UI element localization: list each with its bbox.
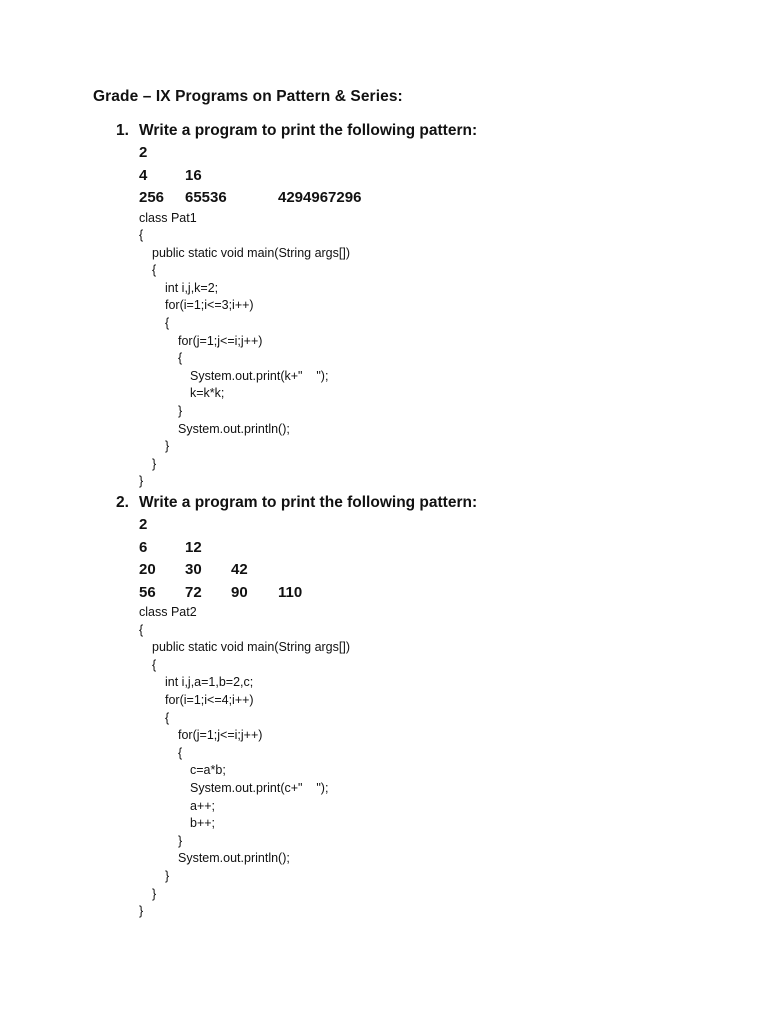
code-line: for(j=1;j<=i;j++) (178, 333, 263, 348)
code-line: { (165, 710, 170, 725)
pattern-cell: 20 (139, 561, 156, 578)
code-line: for(i=1;i<=4;i++) (165, 692, 254, 707)
code-line: } (152, 886, 157, 901)
pattern-row (139, 537, 716, 560)
question-2 (116, 492, 716, 921)
pattern-output (139, 514, 716, 604)
question-text: Write a program to print the following pattern: (139, 122, 478, 139)
pattern-cell: 16 (185, 166, 202, 184)
code-line: } (165, 439, 170, 454)
code-line: public static void main(String args[]) (152, 245, 350, 260)
code-line: k=k*k; (190, 386, 225, 401)
code-line: System.out.println(); (178, 851, 290, 866)
question-heading (116, 120, 716, 142)
code-line: } (139, 904, 144, 919)
code-line: class Pat1 (139, 210, 197, 225)
pattern-cell: 30 (185, 561, 202, 578)
code-line: System.out.print(k+" "); (190, 368, 329, 383)
pattern-cell: 2 (139, 516, 148, 533)
pattern-row (139, 142, 716, 165)
pattern-cell: 65536 (185, 189, 227, 206)
code-line: } (178, 404, 183, 419)
question-heading (116, 492, 716, 514)
code-line: { (139, 622, 144, 637)
pattern-cell: 72 (185, 583, 202, 601)
code-line: } (152, 456, 157, 471)
pattern-row (139, 187, 716, 210)
code-line: { (165, 316, 170, 331)
code-line: { (152, 657, 157, 672)
question-text: Write a program to print the following pattern: (139, 494, 478, 511)
code-line: for(j=1;j<=i;j++) (178, 728, 263, 743)
code-line: } (165, 868, 170, 883)
pattern-cell: 56 (139, 583, 156, 601)
code-line: a++; (190, 798, 216, 813)
pattern-cell: 2 (139, 144, 148, 161)
code-line: for(i=1;i<=3;i++) (165, 298, 254, 313)
pattern-cell: 4294967296 (278, 189, 362, 206)
pattern-cell: 110 (278, 583, 303, 601)
pattern-cell: 4 (139, 166, 148, 184)
code-block (139, 210, 716, 492)
question-number: 1. (116, 122, 129, 139)
pattern-cell: 42 (231, 561, 248, 578)
code-line: { (152, 263, 157, 278)
question-1 (116, 120, 716, 491)
document-title: Grade – IX Programs on Pattern & Series: (93, 88, 403, 105)
pattern-row (139, 165, 716, 188)
question-number: 2. (116, 494, 129, 511)
pattern-output (139, 142, 716, 210)
code-line: System.out.println(); (178, 421, 290, 436)
pattern-row (139, 514, 716, 537)
code-line: int i,j,k=2; (165, 280, 219, 295)
pattern-cell: 256 (139, 189, 165, 206)
code-line: { (178, 745, 183, 760)
code-line: { (139, 228, 144, 243)
code-line: { (178, 351, 183, 366)
pattern-row (139, 559, 716, 582)
code-line: class Pat2 (139, 605, 197, 619)
code-line: public static void main(String args[]) (152, 640, 350, 655)
code-line: b++; (190, 816, 216, 831)
pattern-cell: 12 (185, 538, 202, 556)
pattern-cell: 90 (231, 583, 248, 601)
code-line: c=a*b; (190, 763, 226, 778)
code-line: } (139, 474, 144, 489)
pattern-row (139, 582, 716, 605)
code-line: } (178, 833, 183, 848)
code-line: System.out.print(c+" "); (190, 780, 329, 795)
pattern-cell: 6 (139, 538, 148, 556)
code-block (139, 604, 716, 921)
code-line: int i,j,a=1,b=2,c; (165, 675, 254, 690)
